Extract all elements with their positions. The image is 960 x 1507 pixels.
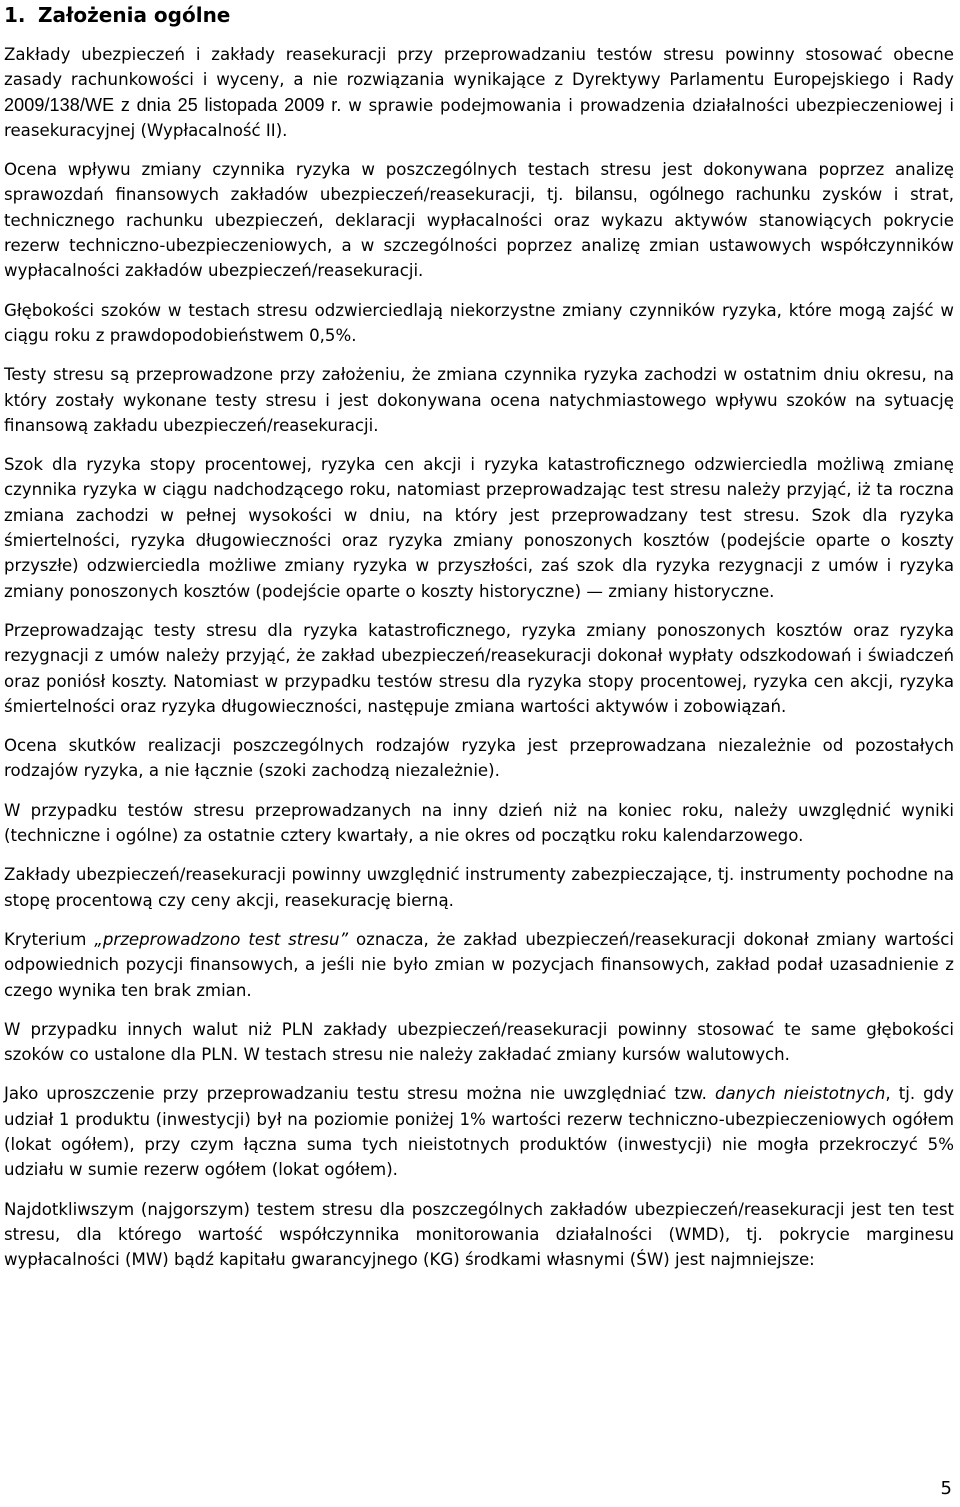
paragraph-independent-risks: Ocena skutków realizacji poszczególnych rodzajów ryzyka jest przeprowadzana niezależnie od pozostałych rodzajów ryzyka, a nie łącznie (szoki zachodzą niezależnie). bbox=[4, 736, 954, 781]
balance-sheet-reference: bilansu, ogólnego rachunku bbox=[575, 184, 811, 205]
paragraph-impact-assessment: Ocena wpływu zmiany czynnika ryzyka w poszczególnych testach stresu jest dokonywana poprzez analizę sprawozdań finansowych zakładów ubezpieczeń/reasekuracji, tj. bilansu, ogólnego rachunku zysków i strat, technicznego rachunku ubezpieczeń, deklaracji wypłacalności oraz wykazu aktywów stanowiących pokrycie rezerw techniczno-ubezpieczeniowych, a w szczególności poprzez analizę zmian ustawowych współczynników wypłacalności zakładów ubezpieczeń/reasekuracji. bbox=[4, 160, 954, 281]
section-heading bbox=[4, 2, 954, 28]
paragraph-shock-depth: Głębokości szoków w testach stresu odzwierciedlają niekorzystne zmiany czynników ryzyka, które mogą zajść w ciągu roku z prawdopodobieństwem 0,5%. bbox=[4, 300, 954, 345]
paragraph-simplification: Jako uproszczenie przy przeprowadzaniu testu stresu można nie uwzględniać tzw. danych nieistotnych, tj. gdy udział 1 produktu (inwestycji) był na poziomie poniżej 1% wartości rezerw techniczno-ubezpieczeniowych ogółem (lokat ogółem), przy czym łączna suma tych nieistotnych produktów (inwestycji) nie mogła przekroczyć 5% udziału w sumie rezerw ogółem (lokat ogółem). bbox=[4, 1084, 954, 1180]
criterion-term: „przeprowadzono test stresu” bbox=[94, 929, 349, 949]
directive-reference: 2009/138/WE z dnia 25 listopada 2009 r. bbox=[4, 94, 342, 115]
paragraph-other-dates: W przypadku testów stresu przeprowadzanych na inny dzień niż na koniec roku, należy uwzględnić wyniki (techniczne i ogólne) za ostatnie cztery kwartały, a nie okres od początku roku kalendarzowego. bbox=[4, 800, 954, 846]
paragraph-worst-test: Najdotkliwszym (najgorszym) testem stresu dla poszczególnych zakładów ubezpieczeń/reasekuracji jest ten test stresu, dla którego wartość współczynnika monitorowania działalności (WMD), tj. pokrycie marginesu wypłacalności (MW) bądź kapitału gwarancyjnego (KG) środkami własnymi (ŚW) jest najmniejsze: bbox=[4, 1199, 954, 1270]
page-number: 5 bbox=[940, 1478, 952, 1499]
paragraph-hedging: Zakłady ubezpieczeń/reasekuracji powinny uwzględnić instrumenty zabezpieczające, tj. instrumenty pochodne na stopę procentową czy ceny akcji, reasekurację bierną. bbox=[4, 865, 954, 910]
paragraph-currencies: W przypadku innych walut niż PLN zakłady ubezpieczeń/reasekuracji powinny stosować te same głębokości szoków co ustalone dla PLN. W testach stresu nie należy zakładać zmiany kursów walutowych. bbox=[4, 1019, 954, 1065]
section-number: 1. bbox=[4, 3, 26, 27]
paragraph-catastrophe-tests: Przeprowadzając testy stresu dla ryzyka katastroficznego, ryzyka zmiany ponoszonych kosztów oraz ryzyka rezygnacji z umów należy przyjąć, że zakład ubezpieczeń/reasekuracji dokonał wypłaty odszkodowań i świadczeń oraz poniósł koszty. Natomiast w przypadku testów stresu dla ryzyka stopy procentowej, ryzyka cen akcji, ryzyka śmiertelności oraz ryzyka długowieczności, następuje zmiana wartości aktywów i zobowiązań. bbox=[4, 620, 954, 716]
paragraph-interest-rate-shock: Szok dla ryzyka stopy procentowej, ryzyka cen akcji i ryzyka katastroficznego odzwierciedla możliwą zmianę czynnika ryzyka w ciągu nadchodzącego roku, natomiast przeprowadzając test stresu należy przyjąć, iż ta roczna zmiana zachodzi w pełnej wysokości w dniu, na który jest przeprowadzany test stresu. Szok dla ryzyka śmiertelności, ryzyka długowieczności oraz ryzyka zmiany ponoszonych kosztów (podejście oparte o koszty przyszłe) odzwierciedla możliwe zmiany ryzyka w przyszłości, zaś szok dla ryzyka rezygnacji z umów i ryzyka zmiany ponoszonych kosztów (podejście oparte o koszty historyczne) — zmiany historyczne. bbox=[4, 455, 954, 601]
paragraph-criterion: Kryterium „przeprowadzono test stresu” oznacza, że zakład ubezpieczeń/reasekuracji dokonał zmiany wartości odpowiednich pozycji finansowych, a jeśli nie było zmian w pozycjach finansowych, zakład podał uzasadnienie z czego wynika ten brak zmian. bbox=[4, 929, 955, 1000]
paragraph-accounting-rules: Zakłady ubezpieczeń i zakłady reasekuracji przy przeprowadzaniu testów stresu powinny stosować obecne zasady rachunkowości i wyceny, a nie rozwiązania wynikające z Dyrektywy Parlamentu Europejskiego i Rady 2009/138/WE z dnia 25 listopada 2009 r. w sprawie podejmowania i prowadzenia działalności ubezpieczeniowej i reasekuracyjnej (Wypłacalność II). bbox=[4, 45, 955, 140]
document-page bbox=[4, 0, 954, 1286]
section-title: Założenia ogólne bbox=[38, 3, 231, 27]
immaterial-data-term: danych nieistotnych bbox=[714, 1084, 886, 1104]
paragraph-test-assumption: Testy stresu są przeprowadzone przy założeniu, że zmiana czynnika ryzyka zachodzi w ostatnim dniu okresu, na który zostały wykonane testy stresu i jest dokonywana ocena natychmiastowego wpływu szoków na sytuację finansową zakładu ubezpieczeń/reasekuracji. bbox=[4, 365, 954, 435]
